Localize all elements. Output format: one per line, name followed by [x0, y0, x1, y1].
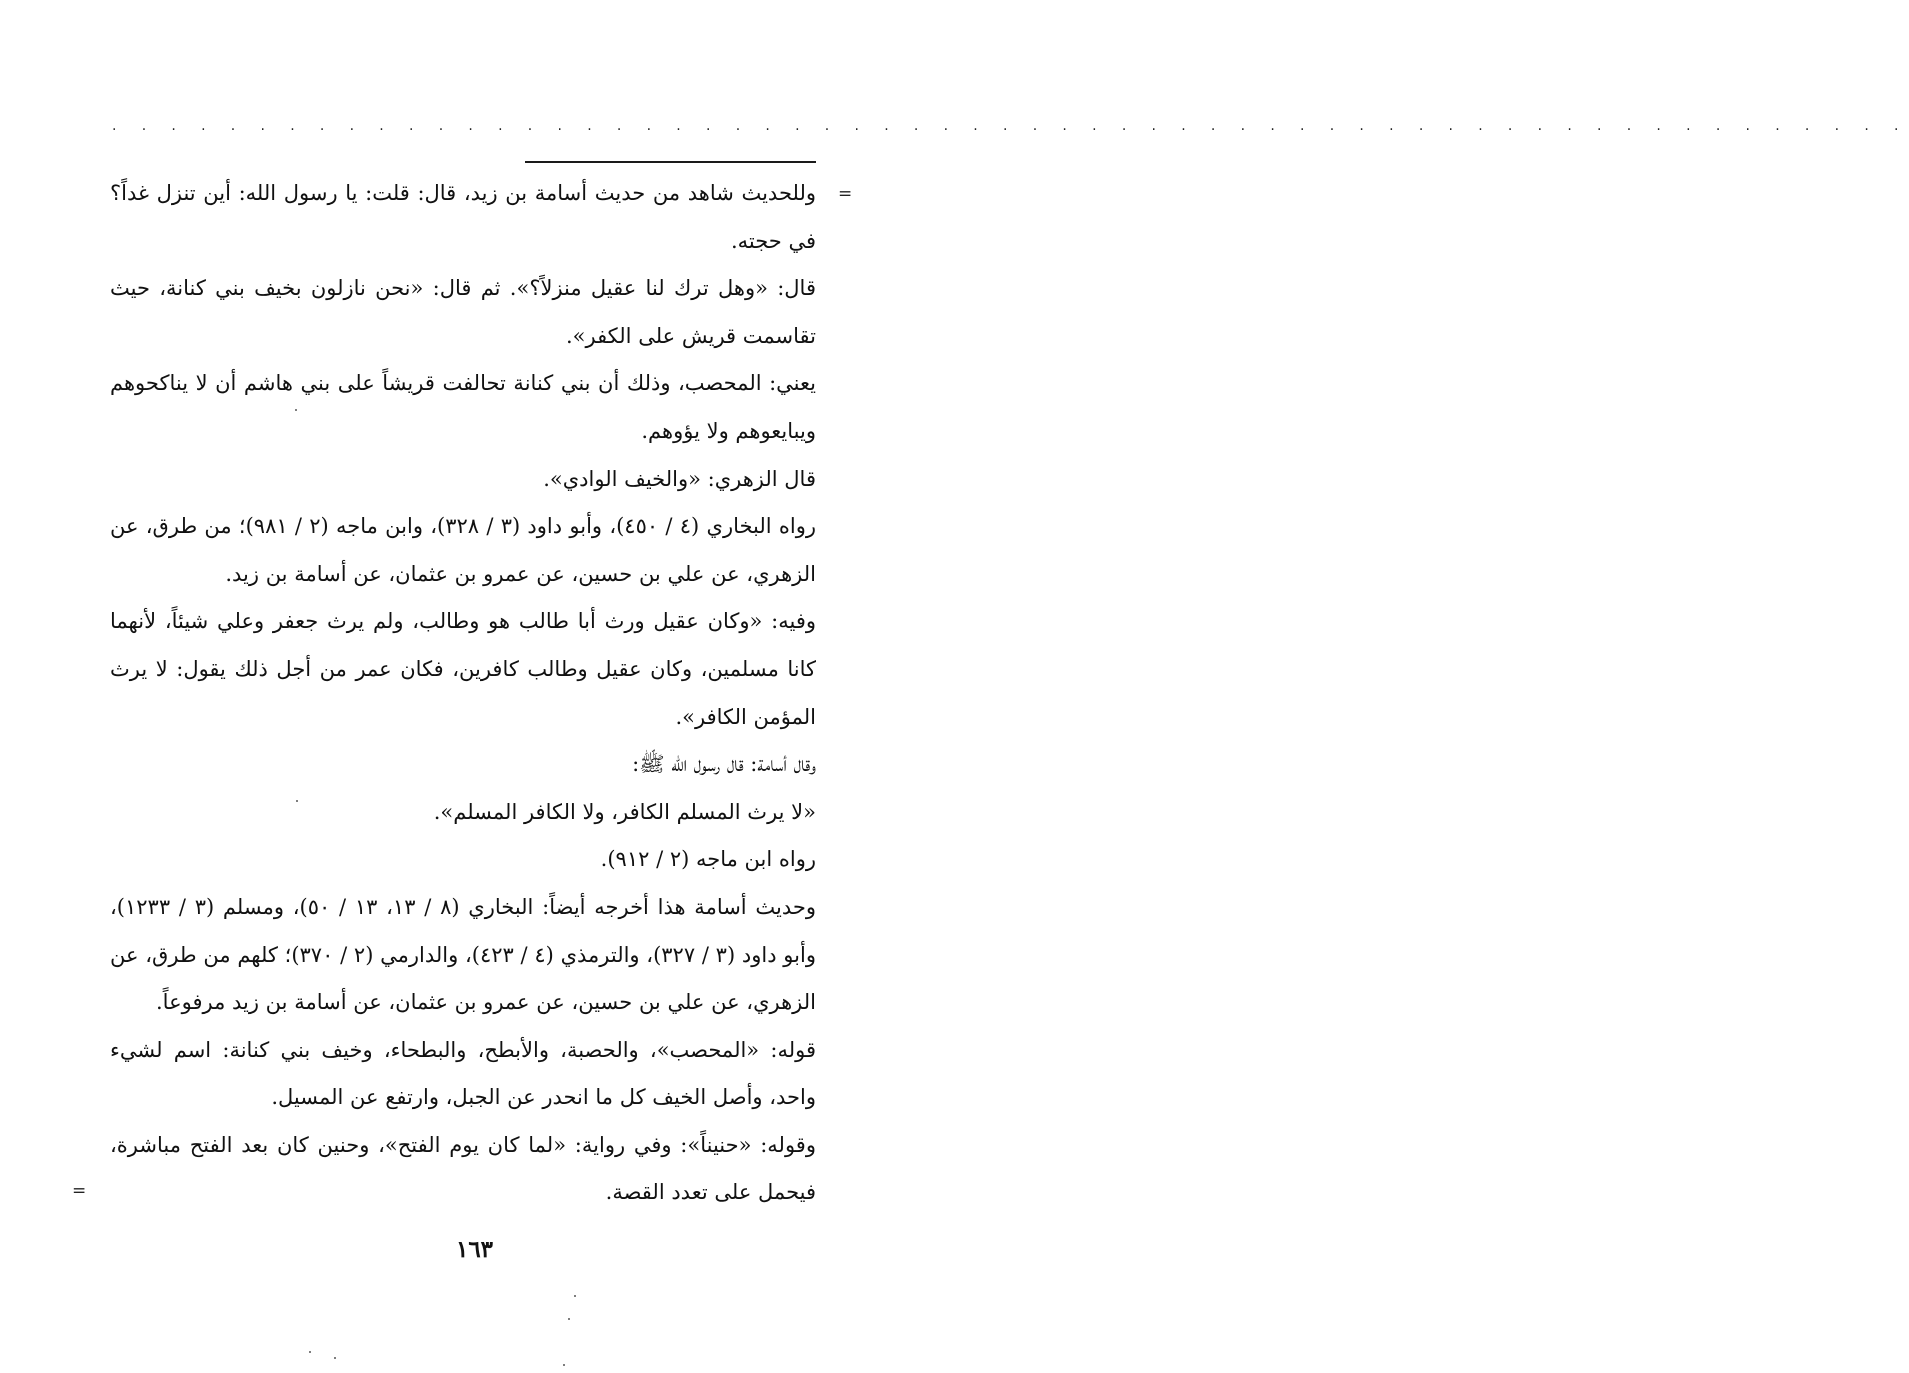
paragraph-11: قوله: «المحصب»، والحصبة، والأبطح، والبطحاء، وخيف بني كنانة: اسم لشيء واحد، وأصل الخيف كل ما انحدر عن الجبل، وارتفع عن المسيل. [110, 1037, 816, 1110]
paragraph-1: وللحديث شاهد من حديث أسامة بن زيد، قال: قلت: يا رسول الله: أين تنزل غداً؟ في حجته. [110, 181, 816, 253]
continuation-mark-top: = [838, 184, 853, 204]
paragraph-5: رواه البخاري (٤ / ٤٥٠)، وأبو داود (٣ / ٣٢٨)، وابن ماجه (٢ / ٩٨١)؛ من طرق، عن الزهري، عن علي بن حسين، عن عمرو بن عثمان، عن أسامة بن زيد. [110, 514, 816, 586]
scan-speck [309, 1351, 311, 1353]
scan-speck [334, 1357, 336, 1359]
continuation-mark-bottom: = [72, 1181, 87, 1201]
paragraph-10: وحديث أسامة هذا أخرجه أيضاً: البخاري (٨ / ١٣، ١٣ / ٥٠)، ومسلم (٣ / ١٢٣٣)، وأبو داود (٣ / ٣٢٧)، والترمذي (٤ / ٤٢٣)، والدارمي (٢ / ٣٧٠)؛ كلهم من طرق، عن الزهري، عن علي بن حسين، عن عمرو بن عثمان، عن أسامة بن زيد مرفوعاً. [110, 894, 817, 1015]
paragraph-7: وقال أسامة: قال رسول الله ﷺ: [632, 752, 816, 777]
scan-speck [296, 800, 298, 802]
paragraph-4: قال الزهري: «والخيف الوادي». [543, 466, 816, 491]
scan-speck [574, 1295, 576, 1297]
paragraph-2: قال: «وهل ترك لنا عقيل منزلاً؟». ثم قال: «نحن نازلون بخيف بني كنانة، حيث تقاسمت قريش على الكفر». [110, 276, 816, 348]
scan-speck [563, 1364, 565, 1366]
page-number: ١٦٣ [455, 1236, 494, 1263]
paragraph-12: وقوله: «حنيناً»: وفي رواية: «لما كان يوم الفتح»، وحنين كان بعد الفتح مباشرة، فيحمل على تعدد القصة. [110, 1132, 816, 1205]
scan-speck [295, 409, 297, 411]
paragraph-3: يعني: المحصب، وذلك أن بني كنانة تحالفت قريشاً على بني هاشم أن لا يناكحوهم ويبايعوهم ولا يؤوهم. [110, 371, 816, 443]
paragraph-9: رواه ابن ماجه (٢ / ٩١٢). [600, 847, 816, 872]
footnote-separator-rule [525, 161, 816, 163]
top-dotted-line: . . . . . . . . . . . . . . . . . . . . . . . . . . . . . . . . . . . . . . . . . . . . . . . . . . . . . . . . . . . . . [112, 118, 1909, 134]
page-body-text [110, 170, 816, 1217]
paragraph-8: «لا يرث المسلم الكافر، ولا الكافر المسلم». [433, 799, 816, 824]
scan-speck [568, 1318, 570, 1320]
paragraph-6: وفيه: «وكان عقيل ورث أبا طالب هو وطالب، ولم يرث جعفر وعلي شيئاً، لأنهما كانا مسلمين، وكان عقيل وطالب كافرين، فكان عمر من أجل ذلك يقول: لا يرث المؤمن الكافر». [110, 609, 816, 729]
